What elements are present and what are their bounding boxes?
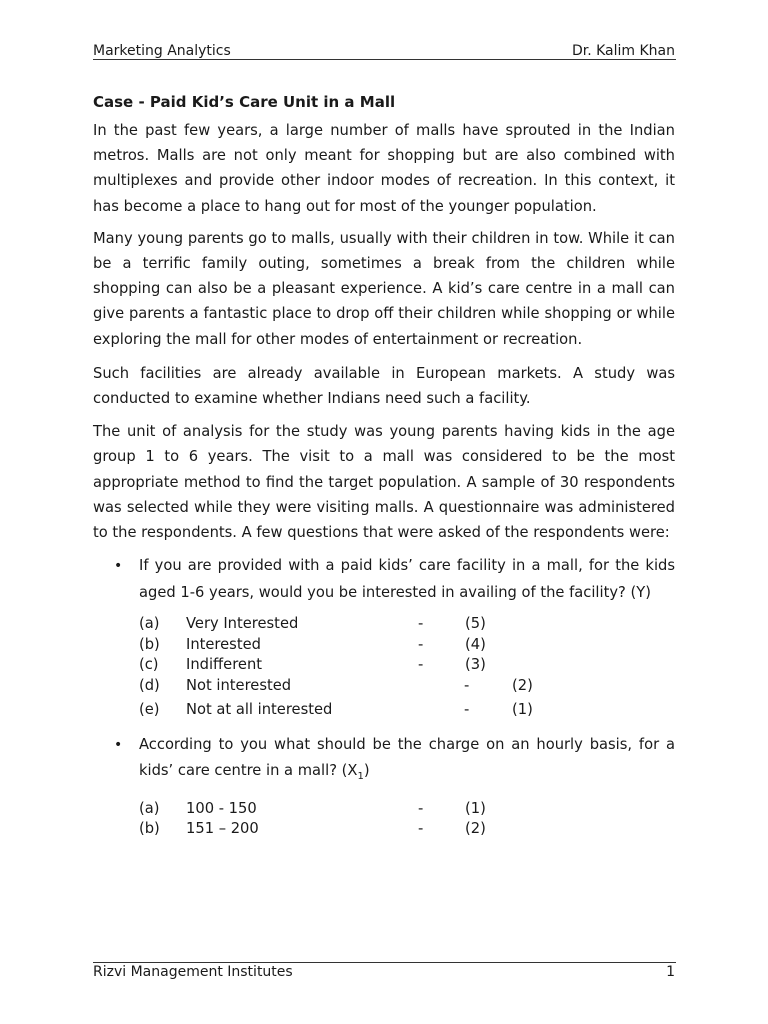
option-letter: (b): [139, 635, 160, 653]
option-label: Interested: [186, 635, 261, 653]
paragraph-3: Such facilities are already available in European markets. A study was conducted to examine whether Indians need such a facility.: [93, 364, 675, 408]
question-1-text: If you are provided with a paid kids’ care facility in a mall, for the kids aged 1-6 years, would you be interested in availing of the facility? (Y): [139, 557, 675, 601]
option-row: [139, 655, 675, 676]
option-dash: -: [464, 701, 470, 719]
option-label: 100 - 150: [186, 799, 257, 817]
question-2-text: [139, 732, 675, 791]
header-divider: [93, 59, 676, 60]
option-label: Indifferent: [186, 656, 263, 674]
option-label: Not interested: [186, 676, 292, 694]
option-letter: (e): [139, 701, 160, 719]
paragraph-4: The unit of analysis for the study was young parents having kids in the age group 1 to 6 years. The visit to a mall was considered to be the most appropriate method to find the target population. A sample of 30 respondents was selected while they were visiting malls. A questionnaire was administered to the respondents. A few questions that were asked of the respondents were:: [93, 423, 675, 542]
question-1-options: [139, 614, 675, 721]
footer-institute: Rizvi Management Institutes: [93, 964, 293, 980]
option-code: (4): [465, 635, 486, 653]
option-code: (2): [512, 676, 533, 694]
option-row: [139, 676, 675, 697]
document-body: [93, 92, 675, 840]
option-code: (2): [465, 820, 486, 838]
option-letter: (a): [139, 799, 160, 817]
option-row: [139, 819, 675, 840]
option-row: [139, 635, 675, 656]
option-dash: -: [418, 635, 424, 653]
paragraph-2: Many young parents go to malls, usually with their children in tow. While it can be a terrific family outing, sometimes a break from the children while shopping can also be a pleasant experience. A kid’s care centre in a mall can give parents a fantastic place to drop off their children while shopping or while exploring the mall for other modes of entertainment or recreation.: [93, 229, 675, 348]
option-dash: -: [418, 615, 424, 633]
question-1: [93, 553, 675, 606]
option-label: Not at all interested: [186, 701, 333, 719]
option-row: [139, 799, 675, 820]
option-dash: -: [418, 799, 424, 817]
header-course-title: Marketing Analytics: [93, 43, 231, 59]
case-title: Case - Paid Kid’s Care Unit in a Mall: [93, 93, 396, 111]
option-letter: (b): [139, 820, 160, 838]
page-header: [93, 42, 675, 60]
option-label: Very Interested: [186, 615, 299, 633]
page-number: 1: [666, 964, 675, 980]
option-code: (1): [465, 799, 486, 817]
bullet-icon: •: [114, 736, 123, 753]
question-2-subscript: 1: [357, 771, 364, 783]
page-footer: [93, 963, 675, 981]
option-label: 151 – 200: [186, 820, 259, 838]
option-code: (3): [465, 656, 486, 674]
paragraph-1: In the past few years, a large number of malls have sprouted in the Indian metros. Malls are not only meant for shopping but are also combined with multiplexes and provide other indoor modes of recreation. In this context, it has become a place to hang out for most of the younger population.: [93, 122, 675, 215]
question-2-options: [139, 799, 675, 840]
option-letter: (d): [139, 676, 160, 694]
option-code: (5): [465, 615, 486, 633]
question-2-main: According to you what should be the charge on an hourly basis, for a kids’ care centre in a mall? (X: [139, 735, 675, 780]
question-2-close: ): [363, 762, 370, 780]
option-dash: -: [418, 820, 424, 838]
option-letter: (a): [139, 615, 160, 633]
option-row: [139, 614, 675, 635]
option-dash: -: [464, 676, 470, 694]
bullet-icon: •: [114, 558, 123, 575]
option-dash: -: [418, 656, 424, 674]
option-code: (1): [512, 701, 533, 719]
header-author: Dr. Kalim Khan: [571, 43, 675, 59]
question-2: [93, 732, 675, 791]
option-row: [139, 700, 675, 721]
option-letter: (c): [139, 656, 159, 674]
